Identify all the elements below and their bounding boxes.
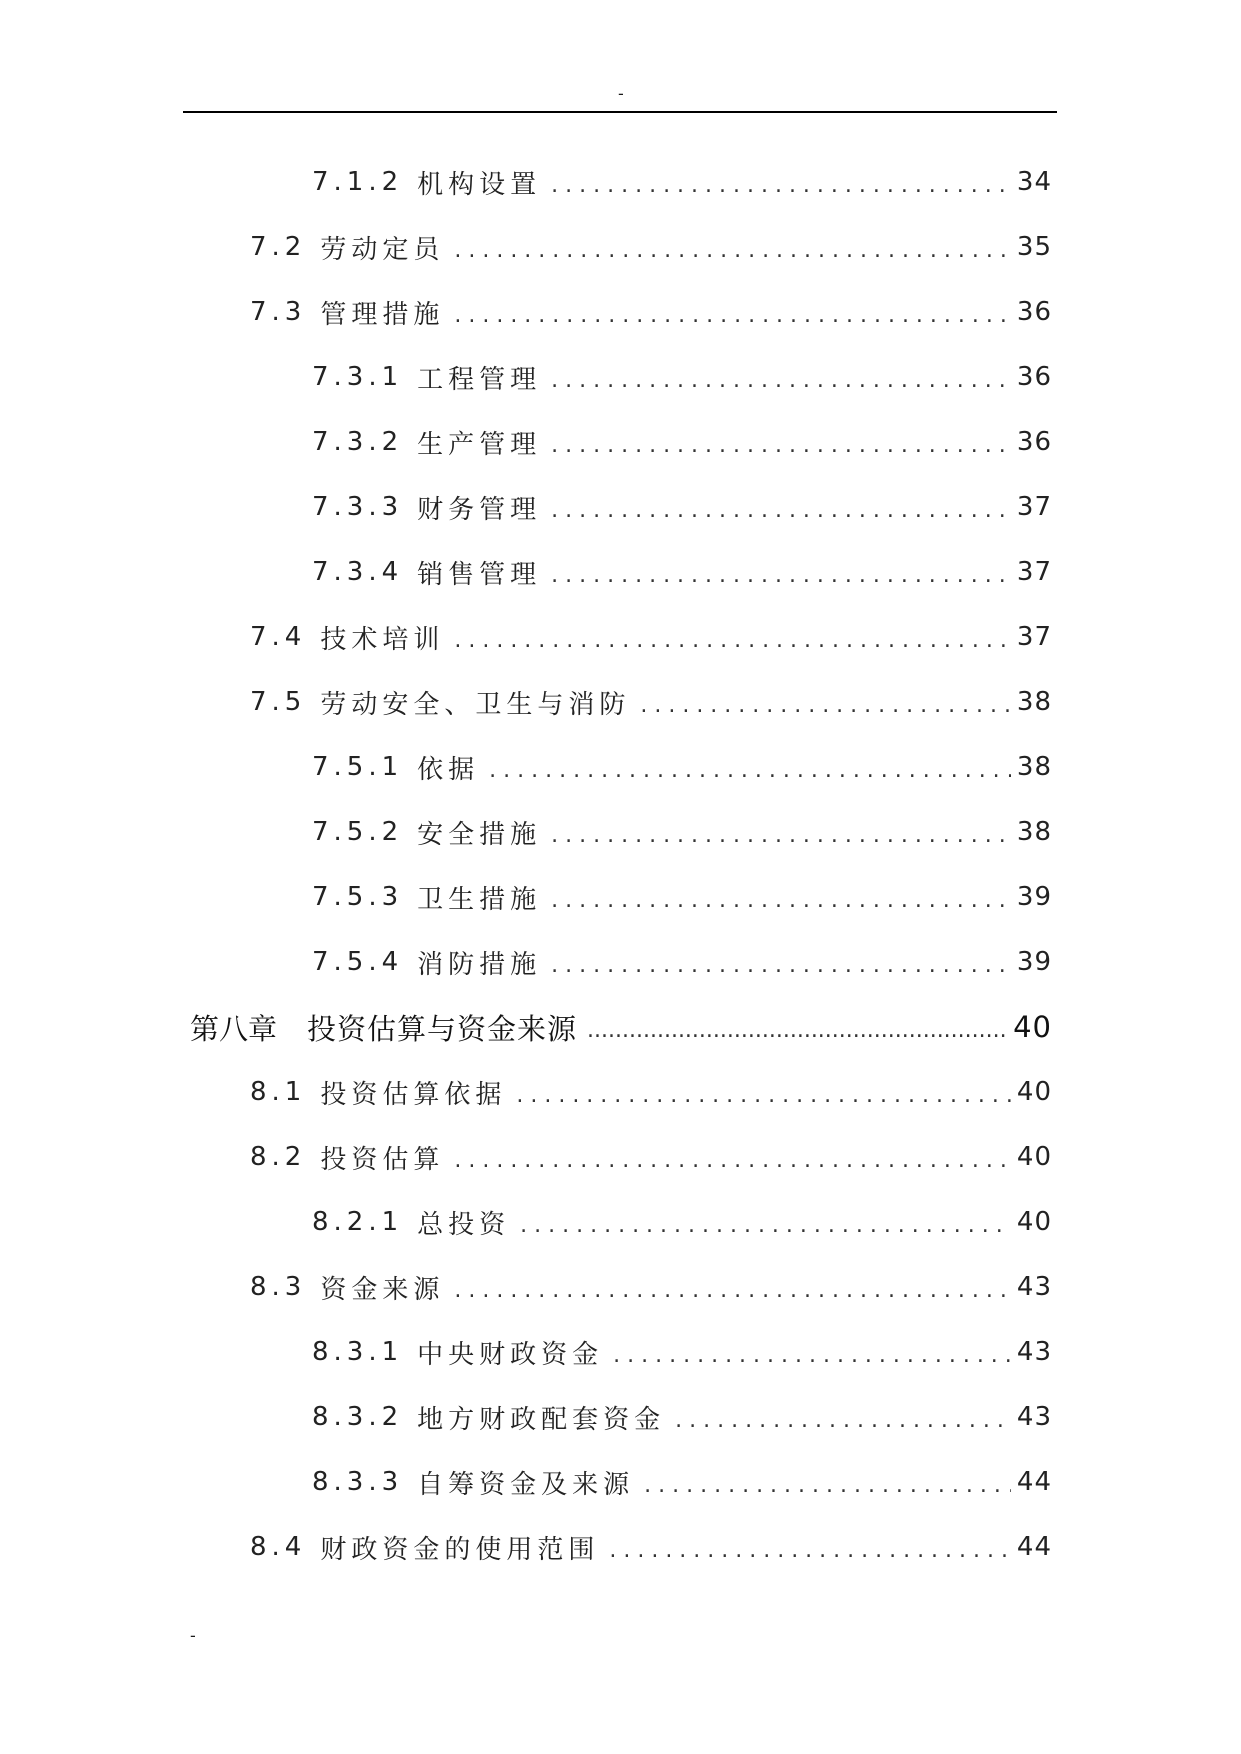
toc-page-number: 40 bbox=[1016, 1077, 1052, 1107]
dot-leader bbox=[516, 1083, 1011, 1108]
toc-chapter-number: 第八章 bbox=[190, 1011, 278, 1046]
header-mark: - bbox=[618, 84, 624, 103]
toc-chapter-title: 投资估算与资金来源 bbox=[307, 1011, 578, 1046]
dot-leader bbox=[551, 368, 1011, 393]
toc-page-number: 36 bbox=[1016, 362, 1052, 392]
toc-chapter-entry[interactable] bbox=[190, 1007, 1052, 1047]
dot-leader bbox=[551, 888, 1011, 913]
dot-leader bbox=[454, 1278, 1011, 1303]
toc-title: 工程管理 bbox=[417, 364, 542, 395]
toc-title: 机构设置 bbox=[417, 169, 542, 200]
toc-number: 7.3.1 bbox=[312, 362, 404, 392]
toc-number: 8.3.3 bbox=[312, 1467, 404, 1497]
toc-entry[interactable] bbox=[312, 1397, 1052, 1437]
toc-page-number: 44 bbox=[1016, 1467, 1052, 1497]
toc-page-number: 44 bbox=[1016, 1532, 1052, 1562]
dot-leader bbox=[551, 498, 1011, 523]
toc-page-number: 38 bbox=[1016, 817, 1052, 847]
toc-page-number: 37 bbox=[1016, 492, 1052, 522]
toc-entry[interactable] bbox=[312, 357, 1052, 397]
toc-number: 7.1.2 bbox=[312, 167, 404, 197]
toc-number: 8.3.2 bbox=[312, 1402, 404, 1432]
toc-entry[interactable] bbox=[312, 1462, 1052, 1502]
toc-title: 地方财政配套资金 bbox=[417, 1404, 666, 1435]
toc-title: 卫生措施 bbox=[417, 884, 542, 915]
toc-number: 7.5.2 bbox=[312, 817, 404, 847]
dot-leader bbox=[675, 1408, 1011, 1433]
toc-number: 7.2 bbox=[250, 232, 307, 262]
toc-title: 总投资 bbox=[417, 1209, 511, 1240]
toc-number: 8.3.1 bbox=[312, 1337, 404, 1367]
dot-leader bbox=[489, 758, 1011, 783]
toc-title: 安全措施 bbox=[417, 819, 542, 850]
dot-leader bbox=[454, 303, 1011, 328]
toc-page-number: 35 bbox=[1016, 232, 1052, 262]
toc-page-number: 39 bbox=[1016, 947, 1052, 977]
toc-page-number: 39 bbox=[1016, 882, 1052, 912]
toc-number: 7.5.4 bbox=[312, 947, 404, 977]
toc-page-number: 40 bbox=[1016, 1142, 1052, 1172]
toc-entry[interactable] bbox=[250, 1072, 1052, 1112]
toc-entry[interactable] bbox=[250, 292, 1052, 332]
dot-leader bbox=[551, 823, 1011, 848]
toc-title: 中央财政资金 bbox=[417, 1339, 604, 1370]
toc-page-number: 43 bbox=[1016, 1402, 1052, 1432]
toc-entry[interactable] bbox=[312, 1332, 1052, 1372]
toc-page-number: 36 bbox=[1016, 297, 1052, 327]
toc-title: 技术培训 bbox=[320, 624, 445, 655]
toc-entry[interactable] bbox=[312, 942, 1052, 982]
dot-leader bbox=[640, 693, 1011, 718]
toc-title: 投资估算依据 bbox=[320, 1079, 507, 1110]
toc-entry[interactable] bbox=[312, 552, 1052, 592]
dot-leader bbox=[520, 1213, 1011, 1238]
toc-entry[interactable] bbox=[312, 422, 1052, 462]
toc-entry[interactable] bbox=[312, 747, 1052, 787]
toc-title: 销售管理 bbox=[417, 559, 542, 590]
dot-leader bbox=[454, 628, 1011, 653]
toc-page-number: 38 bbox=[1016, 752, 1052, 782]
toc-title: 财政资金的使用范围 bbox=[320, 1534, 600, 1565]
toc-entry[interactable] bbox=[250, 1267, 1052, 1307]
toc-number: 8.3 bbox=[250, 1272, 307, 1302]
toc-title: 生产管理 bbox=[417, 429, 542, 460]
toc-number: 7.3.4 bbox=[312, 557, 404, 587]
dot-leader bbox=[454, 238, 1011, 263]
footer-mark: - bbox=[190, 1626, 196, 1645]
toc-page-number: 43 bbox=[1016, 1337, 1052, 1367]
toc-number: 7.3 bbox=[250, 297, 307, 327]
toc-entry[interactable] bbox=[312, 812, 1052, 852]
toc-page-number: 37 bbox=[1016, 622, 1052, 652]
toc-number: 8.2 bbox=[250, 1142, 307, 1172]
toc-title: 财务管理 bbox=[417, 494, 542, 525]
toc-number: 8.2.1 bbox=[312, 1207, 404, 1237]
dot-leader bbox=[551, 433, 1011, 458]
toc-number: 7.5.3 bbox=[312, 882, 404, 912]
dot-leader bbox=[644, 1473, 1011, 1498]
toc-page-number: 43 bbox=[1016, 1272, 1052, 1302]
toc-entry[interactable] bbox=[250, 1137, 1052, 1177]
toc-title: 劳动定员 bbox=[320, 234, 445, 265]
toc-title: 投资估算 bbox=[320, 1144, 445, 1175]
toc-number: 7.4 bbox=[250, 622, 307, 652]
toc-page-number: 34 bbox=[1016, 167, 1052, 197]
toc-number: 7.3.2 bbox=[312, 427, 404, 457]
toc-entry[interactable] bbox=[250, 617, 1052, 657]
toc-number: 7.5 bbox=[250, 687, 307, 717]
toc-number: 7.3.3 bbox=[312, 492, 404, 522]
toc-title: 管理措施 bbox=[320, 299, 445, 330]
dot-leader bbox=[454, 1148, 1011, 1173]
toc-entry[interactable] bbox=[312, 1202, 1052, 1242]
toc-title: 消防措施 bbox=[417, 949, 542, 980]
dot-leader bbox=[613, 1343, 1011, 1368]
toc-page-number: 38 bbox=[1016, 687, 1052, 717]
dot-leader bbox=[609, 1538, 1011, 1563]
dot-leader bbox=[551, 173, 1011, 198]
toc-page-number: 40 bbox=[1016, 1207, 1052, 1237]
toc-entry[interactable] bbox=[250, 227, 1052, 267]
toc-title: 依据 bbox=[417, 754, 480, 785]
toc-page-number: 36 bbox=[1016, 427, 1052, 457]
toc-title: 劳动安全、卫生与消防 bbox=[320, 689, 631, 720]
dot-leader bbox=[587, 1018, 1007, 1043]
toc-number: 8.1 bbox=[250, 1077, 307, 1107]
toc-entry[interactable] bbox=[312, 487, 1052, 527]
toc-number: 8.4 bbox=[250, 1532, 307, 1562]
toc-page-number: 37 bbox=[1016, 557, 1052, 587]
toc-entry[interactable] bbox=[312, 877, 1052, 917]
toc-title: 自筹资金及来源 bbox=[417, 1469, 635, 1500]
toc-entry[interactable] bbox=[250, 1527, 1052, 1567]
dot-leader bbox=[551, 953, 1011, 978]
toc-number: 7.5.1 bbox=[312, 752, 404, 782]
toc-page-number: 40 bbox=[1013, 1010, 1052, 1044]
dot-leader bbox=[551, 563, 1011, 588]
toc-entry[interactable] bbox=[250, 682, 1052, 722]
toc-title: 资金来源 bbox=[320, 1274, 445, 1305]
toc-entry[interactable] bbox=[312, 162, 1052, 202]
